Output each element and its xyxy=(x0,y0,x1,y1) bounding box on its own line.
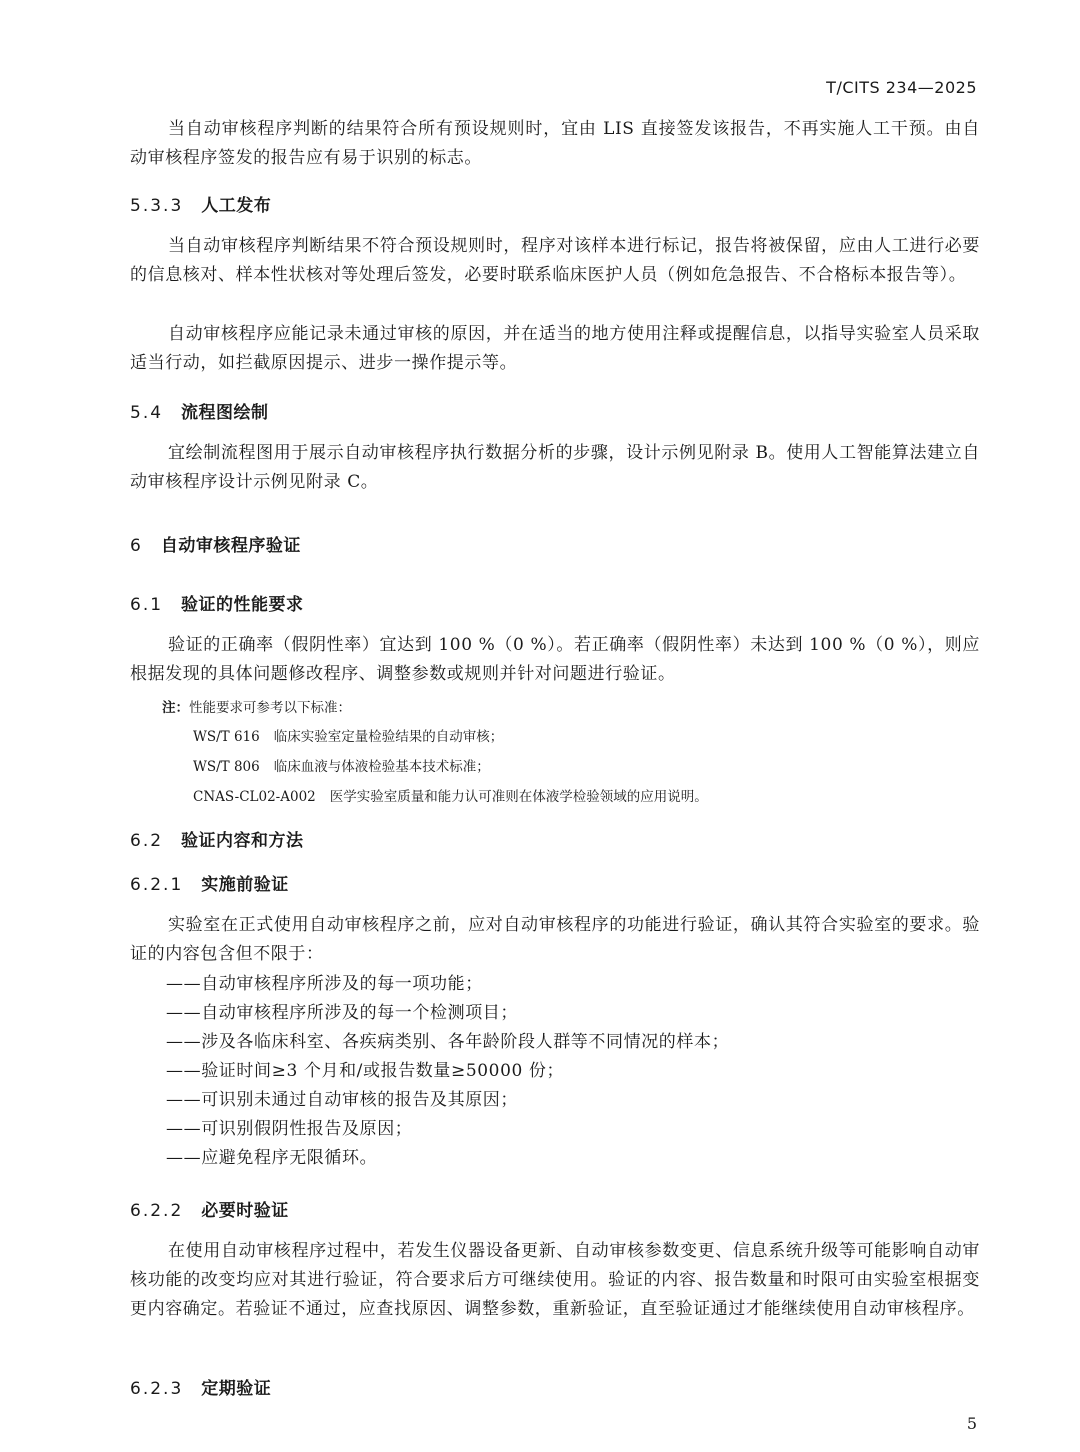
paragraph-auto-release: 当自动审核程序判断的结果符合所有预设规则时，宜由 LIS 直接签发该报告，不再实施人工干预。由自动审核程序签发的报告应有易于识别的标志。 xyxy=(130,119,980,168)
list-item: ——自动审核程序所涉及的每一项功能； xyxy=(166,974,483,994)
document-code: T/CITS 234—2025 xyxy=(826,78,977,97)
heading-5-3-3 xyxy=(130,191,271,216)
heading-title: 验证内容和方法 xyxy=(181,831,304,851)
heading-number: 6.2.1 xyxy=(130,875,184,895)
heading-title: 人工发布 xyxy=(201,196,272,216)
heading-6-2 xyxy=(130,826,304,851)
standard-code: CNAS-CL02-A002 xyxy=(193,789,316,805)
list-item: ——可识别假阴性报告及原因； xyxy=(166,1119,413,1139)
paragraph-6-2-2-when-necessary: 在使用自动审核程序过程中，若发生仪器设备更新、自动审核参数变更、信息系统升级等可能影响自动审核功能的改变均应对其进行验证，符合要求后方可继续使用。验证的内容、报告数量和时限可由实验室根据变更内容确定。若验证不通过，应查找原因、调整参数，重新验证，直至验证通过才能继续使用自动审核程序。 xyxy=(130,1241,980,1319)
standard-code: WS/T 616 xyxy=(193,729,260,745)
heading-title: 必要时验证 xyxy=(201,1201,289,1221)
standard-title: 临床实验室定量检验结果的自动审核； xyxy=(273,729,504,745)
list-item: ——应避免程序无限循环。 xyxy=(166,1148,378,1168)
list-item: ——涉及各临床科室、各疾病类别、各年龄阶段人群等不同情况的样本； xyxy=(166,1032,730,1052)
heading-5-4 xyxy=(130,398,269,423)
paragraph-5-3-3-manual-release: 当自动审核程序判断结果不符合预设规则时，程序对该样本进行标记，报告将被保留，应由人工进行必要的信息核对、样本性状核对等处理后签发，必要时联系临床医护人员（例如危急报告、不合格标本报告等）。 xyxy=(130,236,980,285)
heading-6-2-1 xyxy=(130,870,289,895)
heading-title: 定期验证 xyxy=(201,1379,272,1399)
standard-code: WS/T 806 xyxy=(193,759,260,775)
paragraph-5-4-flowchart: 宜绘制流程图用于展示自动审核程序执行数据分析的步骤，设计示例见附录 B。使用人工智能算法建立自动审核程序设计示例见附录 C。 xyxy=(130,443,980,492)
list-item: ——验证时间≥3 个月和/或报告数量≥50000 份； xyxy=(166,1061,565,1081)
note xyxy=(162,696,351,716)
heading-number: 6.1 xyxy=(130,595,164,615)
heading-title: 流程图绘制 xyxy=(181,403,269,423)
note-text: 性能要求可参考以下标准： xyxy=(189,700,351,716)
paragraph-5-3-3-record-reason: 自动审核程序应能记录未通过审核的原因，并在适当的地方使用注释或提醒信息，以指导实验室人员采取适当行动，如拦截原因提示、进步一操作提示等。 xyxy=(130,324,980,373)
heading-title: 实施前验证 xyxy=(201,875,289,895)
heading-title: 自动审核程序验证 xyxy=(160,536,301,556)
standard-title: 医学实验室质量和能力认可准则在体液学检验领域的应用说明。 xyxy=(329,789,708,805)
heading-number: 5.3.3 xyxy=(130,196,184,216)
page-number: 5 xyxy=(966,1414,977,1433)
note-reference-item xyxy=(193,755,490,775)
list-item: ——自动审核程序所涉及的每一个检测项目； xyxy=(166,1003,518,1023)
heading-6-1 xyxy=(130,590,304,615)
standard-title: 临床血液与体液检验基本技术标准； xyxy=(273,759,490,775)
note-label: 注： xyxy=(162,700,189,716)
heading-6-2-3 xyxy=(130,1374,271,1399)
paragraph-6-1-performance: 验证的正确率（假阴性率）宜达到 100 %（0 %）。若正确率（假阴性率）未达到 100 %（0 %），则应根据发现的具体问题修改程序、调整参数或规则并针对问题进行验证。 xyxy=(130,635,980,684)
heading-number: 5.4 xyxy=(130,403,164,423)
heading-number: 6.2 xyxy=(130,831,164,851)
paragraph-6-2-1-pre-implementation: 实验室在正式使用自动审核程序之前，应对自动审核程序的功能进行验证，确认其符合实验室的要求。验证的内容包含但不限于： xyxy=(130,915,980,964)
list-item: ——可识别未通过自动审核的报告及其原因； xyxy=(166,1090,518,1110)
heading-title: 验证的性能要求 xyxy=(181,595,304,615)
note-reference-item xyxy=(193,725,503,745)
heading-number: 6.2.2 xyxy=(130,1201,184,1221)
heading-number: 6.2.3 xyxy=(130,1379,184,1399)
heading-number: 6 xyxy=(130,536,143,556)
heading-6-2-2 xyxy=(130,1196,289,1221)
heading-6 xyxy=(130,531,301,556)
note-reference-item xyxy=(193,785,708,805)
